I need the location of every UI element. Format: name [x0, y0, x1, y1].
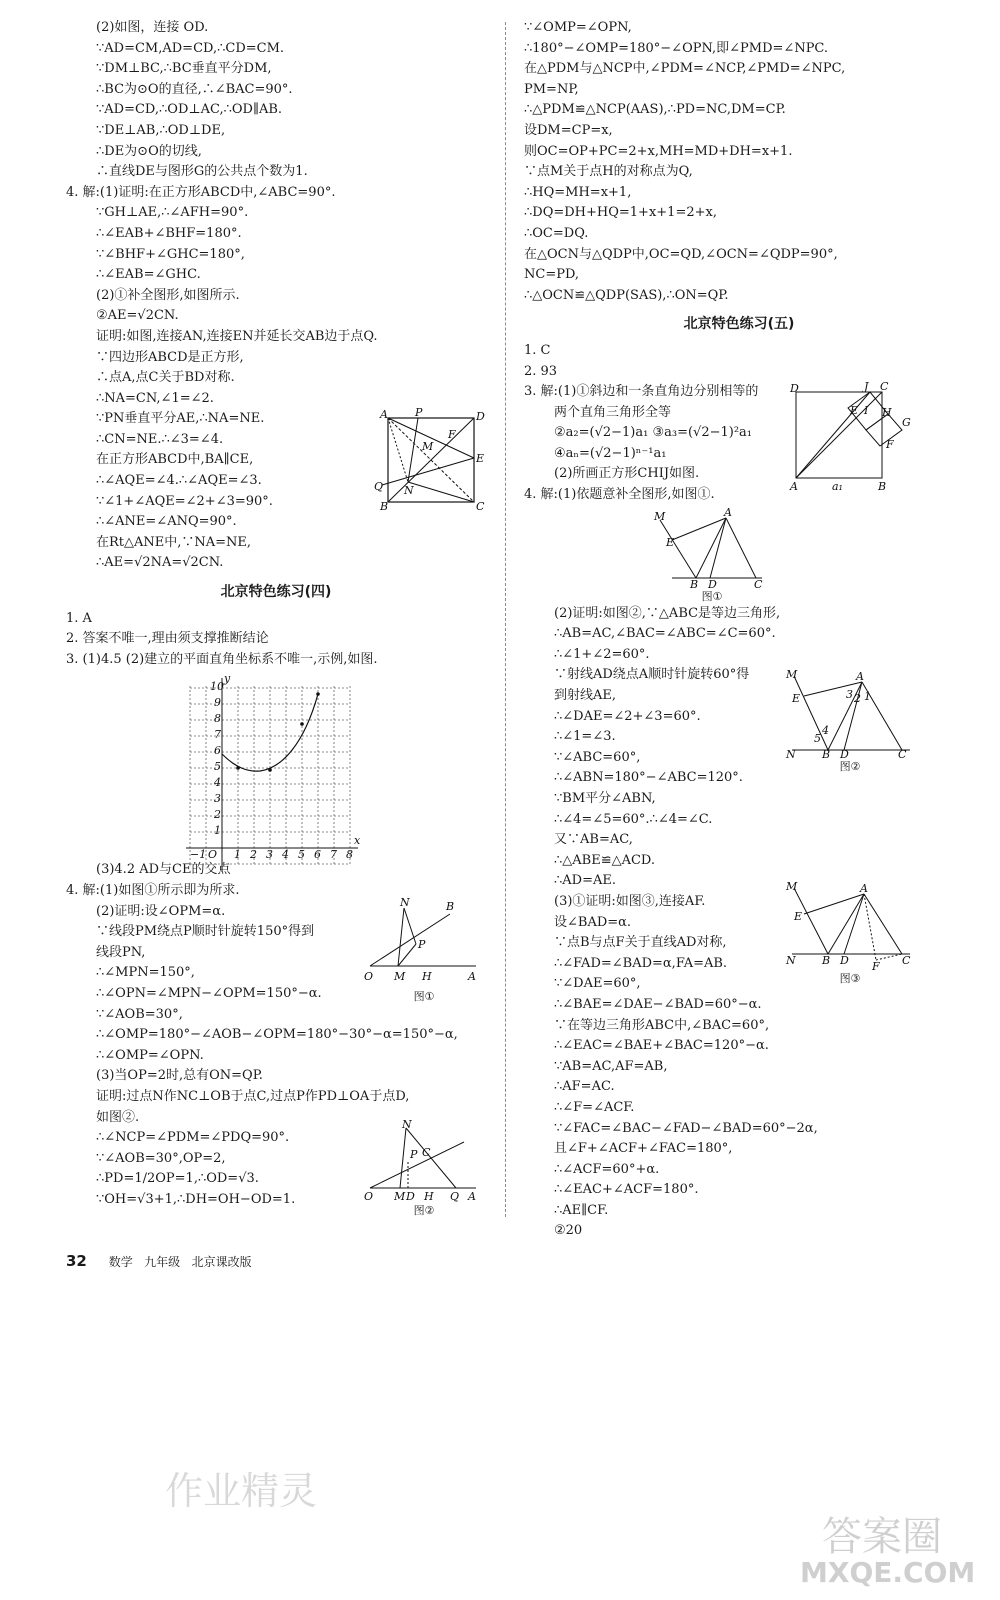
- svg-text:M: M: [394, 970, 406, 983]
- text-line: 又∵AB=AC,: [554, 832, 633, 848]
- text-line: (2)证明:如图②,∵△ABC是等边三角形,: [554, 605, 781, 621]
- text-line: ∴CN=NE.∴∠3=∠4.: [96, 431, 224, 447]
- svg-text:7: 7: [330, 848, 337, 861]
- svg-text:8: 8: [346, 848, 353, 861]
- svg-text:8: 8: [214, 712, 221, 725]
- svg-text:N: N: [404, 484, 414, 497]
- column-divider: [505, 22, 506, 1217]
- svg-text:A: A: [860, 882, 868, 895]
- text-line: ∵AD=CM,AD=CD,∴CD=CM.: [96, 40, 285, 56]
- svg-text:2: 2: [214, 808, 221, 821]
- text-line: 1. A: [66, 610, 92, 626]
- text-line: ∴OC=DQ.: [524, 225, 589, 241]
- svg-text:3: 3: [266, 848, 273, 861]
- page-number: 32: [66, 1252, 87, 1270]
- text-line: (3)4.2 AD与CE的交点: [96, 862, 231, 878]
- svg-text:N: N: [400, 896, 410, 909]
- text-line: ∴∠1+∠2=60°.: [554, 646, 650, 662]
- svg-text:D: D: [840, 748, 849, 761]
- svg-text:4: 4: [214, 776, 221, 789]
- text-line: ∵BM平分∠ABN,: [554, 791, 656, 806]
- text-line: ∴∠OMP=180°−∠AOB−∠OPM=180°−30°−α=150°−α,: [96, 1027, 458, 1043]
- svg-text:4: 4: [822, 724, 829, 737]
- text-line: ∴△OCN≌△QDP(SAS),∴ON=QP.: [524, 287, 729, 303]
- svg-text:C: C: [898, 748, 907, 761]
- svg-text:N: N: [786, 748, 796, 761]
- text-line: ∴∠4=∠5=60°.∴∠4=∠C.: [554, 811, 713, 827]
- caption-left-fig1: 图①: [413, 990, 435, 1003]
- caption-left-fig2: 图②: [413, 1204, 435, 1217]
- section-title-5: 北京特色练习(五): [683, 316, 795, 333]
- text-line: ∴AB=AC,∠BAC=∠ABC=∠C=60°.: [554, 626, 776, 642]
- watermark-left: 作业精灵: [165, 1469, 318, 1513]
- text-line: ∴BC为⊙O的直径,∴∠BAC=90°.: [96, 81, 293, 97]
- text-line: ∵∠ABC=60°,: [554, 749, 641, 765]
- text-line: ∴直线DE与图形G的公共点个数为1.: [96, 164, 308, 180]
- coordinate-graph-figure: [186, 672, 366, 876]
- text-line: ∴∠DAE=∠2+∠3=60°.: [554, 708, 701, 724]
- right-block-1: [524, 18, 954, 306]
- svg-text:O: O: [208, 848, 218, 861]
- text-line: 4. 解:(1)证明:在正方形ABCD中,∠ABC=90°.: [66, 184, 336, 200]
- svg-text:2: 2: [250, 848, 257, 861]
- svg-text:D: D: [476, 410, 485, 423]
- svg-text:B: B: [822, 748, 831, 761]
- text-line: 在正方形ABCD中,BA∥CE,: [96, 452, 254, 468]
- text-line: ∵射线AD绕点A顺时针旋转60°得: [554, 667, 750, 683]
- text-line: 在Rt△ANE中,∵NA=NE,: [96, 534, 252, 550]
- svg-text:3: 3: [846, 688, 853, 701]
- angle-figure-2: [364, 1118, 484, 1218]
- text-line: ∵∠FAC=∠BAC−∠FAD−∠BAD=60°−2α,: [554, 1120, 818, 1136]
- right-column: [524, 18, 954, 1242]
- svg-text:E: E: [850, 404, 859, 417]
- text-line: ∵DM⊥BC,∴BC垂直平分DM,: [96, 61, 272, 77]
- text-line: ∵∠1+∠AQE=∠2+∠3=90°.: [96, 493, 273, 509]
- text-line: ②20: [554, 1223, 583, 1239]
- text-line: ∵AB=AC,AF=AB,: [554, 1058, 668, 1074]
- svg-text:G: G: [902, 416, 911, 429]
- text-line: ∴∠MPN=150°,: [96, 965, 195, 981]
- footer-grade: 九年级: [144, 1255, 181, 1269]
- svg-text:I: I: [864, 404, 869, 417]
- svg-text:2: 2: [854, 692, 861, 705]
- text-line: ∵GH⊥AE,∴∠AFH=90°.: [96, 205, 249, 221]
- svg-text:6: 6: [214, 744, 221, 757]
- text-line: ∵∠AOB=30°,OP=2,: [96, 1150, 226, 1166]
- svg-text:E: E: [666, 536, 675, 549]
- svg-text:5: 5: [814, 732, 821, 745]
- svg-text:1: 1: [234, 848, 241, 861]
- text-line: 到射线AE,: [554, 688, 617, 704]
- text-line: 1. C: [524, 342, 551, 358]
- text-line: (2)如图，连接 OD.: [96, 20, 209, 35]
- text-line: ∴AE=√2NA=√2CN.: [96, 555, 224, 571]
- text-line: 线段PN,: [96, 944, 146, 960]
- svg-text:B: B: [690, 578, 699, 591]
- text-line: ∴NA=CN,∠1=∠2.: [96, 390, 214, 406]
- text-line: ∴∠BAE=∠DAE−∠BAD=60°−α.: [554, 996, 762, 1012]
- triangle-figure-3: [786, 880, 914, 986]
- text-line: (2)所画正方形CHIJ如图.: [554, 466, 700, 482]
- text-line: 设DM=CP=x,: [524, 122, 613, 138]
- text-line: ∵四边形ABCD是正方形,: [96, 349, 244, 365]
- svg-text:P: P: [410, 1148, 418, 1161]
- svg-text:P: P: [415, 406, 423, 419]
- svg-text:C: C: [902, 954, 911, 967]
- left-block-2: [66, 609, 486, 671]
- svg-text:M: M: [422, 440, 434, 453]
- svg-text:1: 1: [214, 824, 221, 837]
- text-line: ②AE=√2CN.: [96, 308, 179, 324]
- svg-text:J: J: [864, 380, 869, 393]
- svg-text:H: H: [422, 970, 432, 983]
- text-line: ②a₂=(√2−1)a₁ ③a₃=(√2−1)²a₁: [554, 425, 753, 441]
- text-line: 3. (1)4.5 (2)建立的平面直角坐标系不唯一,示例,如图.: [66, 651, 378, 667]
- svg-text:A: A: [468, 970, 476, 983]
- svg-text:M: M: [654, 510, 666, 523]
- text-line: ∴AF=AC.: [554, 1079, 615, 1095]
- text-line: ∵∠AOB=30°,: [96, 1006, 183, 1022]
- angle-figure-1: [364, 896, 484, 1004]
- svg-text:7: 7: [214, 728, 221, 741]
- text-line: 在△OCN与△QDP中,OC=QD,∠OCN=∠QDP=90°,: [524, 246, 838, 262]
- text-line: 如图②.: [96, 1109, 140, 1125]
- text-line: 则OC=OP+PC=2+x,MH=MD+DH=x+1.: [524, 143, 793, 159]
- text-line: ∴DQ=DH+HQ=1+x+1=2+x,: [524, 205, 717, 221]
- svg-text:D: D: [790, 382, 799, 395]
- text-line: ∴∠ANE=∠ANQ=90°.: [96, 514, 237, 530]
- text-line: ∴AE∥CF.: [554, 1202, 609, 1218]
- text-line: 证明:如图,连接AN,连接EN并延长交AB边于点Q.: [96, 328, 378, 344]
- svg-text:H: H: [882, 406, 892, 419]
- svg-text:3: 3: [214, 792, 221, 805]
- text-line: (3)当OP=2时,总有ON=QP.: [96, 1068, 263, 1084]
- svg-text:F: F: [872, 960, 880, 973]
- text-line: ④aₙ=(√2−1)ⁿ⁻¹a₁: [554, 445, 667, 461]
- svg-text:B: B: [878, 480, 887, 493]
- svg-text:P: P: [418, 938, 426, 951]
- svg-text:C: C: [754, 578, 763, 591]
- svg-text:a₁: a₁: [832, 480, 843, 493]
- text-line: 3. 解:(1)①斜边和一条直角边分别相等的: [524, 384, 759, 400]
- svg-text:M: M: [394, 1190, 406, 1203]
- text-line: ∵PN垂直平分AE,∴NA=NE.: [96, 411, 265, 427]
- text-line: ∵∠OMP=∠OPN,: [524, 20, 632, 35]
- text-line: 4. 解:(1)依题意补全图形,如图①.: [524, 487, 715, 503]
- svg-text:6: 6: [314, 848, 321, 861]
- svg-text:E: E: [794, 910, 803, 923]
- square-construction-figure: [374, 406, 488, 513]
- left-column: [66, 18, 486, 1211]
- svg-text:F: F: [886, 438, 894, 451]
- text-line: ∴HQ=MH=x+1,: [524, 184, 632, 200]
- text-line: PM=NP,: [524, 81, 579, 97]
- page-footer: [66, 1252, 252, 1270]
- footer-subject: 数学: [108, 1255, 133, 1269]
- svg-text:E: E: [792, 692, 801, 705]
- text-line: ∴∠AQE=∠4.∴∠AQE=∠3.: [96, 473, 262, 489]
- watermark-right-bottom: MXQE.COM: [800, 1556, 976, 1589]
- svg-text:O: O: [364, 1190, 374, 1203]
- svg-text:A: A: [724, 506, 732, 519]
- text-line: 4. 解:(1)如图①所示即为所求.: [66, 883, 240, 898]
- text-line: (2)①补全图形,如图所示.: [96, 287, 240, 303]
- text-line: ∵在等边三角形ABC中,∠BAC=60°,: [554, 1017, 770, 1033]
- text-line: ∴∠EAB=∠GHC.: [96, 267, 201, 283]
- text-line: ∵线段PM绕点P顺时针旋转150°得到: [96, 924, 315, 940]
- text-line: ∵∠DAE=60°,: [554, 976, 641, 992]
- text-line: ∴∠OPN=∠MPN−∠OPM=150°−α.: [96, 985, 322, 1001]
- text-line: ∴DE为⊙O的切线,: [96, 143, 202, 159]
- text-line: ∴∠NCP=∠PDM=∠PDQ=90°.: [96, 1130, 290, 1146]
- svg-text:B: B: [380, 500, 389, 513]
- svg-text:C: C: [880, 380, 889, 393]
- svg-text:M: M: [786, 668, 798, 681]
- svg-text:4: 4: [282, 848, 289, 861]
- section-title-4: 北京特色练习(四): [220, 584, 332, 601]
- text-line: 证明:过点N作NC⊥OB于点C,过点P作PD⊥OA于点D,: [96, 1088, 410, 1104]
- svg-text:B: B: [822, 954, 831, 967]
- text-line: 在△PDM与△NCP中,∠PDM=∠NCP,∠PMD=∠NPC,: [524, 61, 846, 77]
- text-line: (2)证明:设∠OPM=α.: [96, 903, 226, 919]
- caption-right-fig1: 图①: [701, 590, 723, 603]
- text-line: ∴∠EAC+∠ACF=180°.: [554, 1182, 699, 1198]
- text-line: ∴△ABE≌△ACD.: [554, 852, 656, 868]
- svg-text:10: 10: [210, 680, 224, 693]
- text-line: ∴∠EAB+∠BHF=180°.: [96, 225, 242, 241]
- triangle-figure-1: [652, 506, 772, 604]
- svg-text:D: D: [840, 954, 849, 967]
- text-line: ∴PD=1/2OP=1,∴OD=√3.: [96, 1171, 259, 1187]
- nested-square-figure: [790, 380, 920, 496]
- text-line: ∵DE⊥AB,∴OD⊥DE,: [96, 122, 226, 138]
- svg-text:H: H: [424, 1190, 434, 1203]
- text-line: ∵点M关于点H的对称点为Q,: [524, 164, 693, 180]
- text-line: ∴180°−∠OMP=180°−∠OPN,即∠PMD=∠NPC.: [524, 40, 829, 56]
- svg-text:F: F: [448, 428, 456, 441]
- svg-text:y: y: [224, 672, 231, 685]
- text-line: ∵OH=√3+1,∴DH=OH−OD=1.: [96, 1191, 296, 1207]
- text-line: ∵∠BHF+∠GHC=180°,: [96, 246, 245, 262]
- svg-text:C: C: [476, 500, 485, 513]
- text-line: ∵AD=CD,∴OD⊥AC,∴OD∥AB.: [96, 102, 283, 118]
- text-line: (3)①证明:如图③,连接AF.: [554, 893, 706, 909]
- svg-text:C: C: [422, 1146, 431, 1159]
- text-line: ∴∠ABN=180°−∠ABC=120°.: [554, 770, 743, 786]
- svg-text:M: M: [786, 880, 798, 893]
- svg-text:Q: Q: [374, 480, 384, 493]
- svg-text:5: 5: [298, 848, 305, 861]
- svg-text:B: B: [446, 900, 455, 913]
- caption-right-fig3: 图③: [839, 972, 861, 985]
- text-line: ∴AD=AE.: [554, 873, 616, 889]
- text-line: ∴∠ACF=60°+α.: [554, 1161, 660, 1177]
- svg-text:A: A: [790, 480, 798, 493]
- text-line: ∵点B与点F关于直线AD对称,: [554, 935, 727, 951]
- svg-text:D: D: [708, 578, 717, 591]
- text-line: 两个直角三角形全等: [554, 404, 672, 420]
- text-line: ∴∠FAD=∠BAD=α,FA=AB.: [554, 955, 728, 971]
- triangle-figure-2: [786, 668, 914, 774]
- text-line: ∴△PDM≌△NCP(AAS),∴PD=NC,DM=CP.: [524, 102, 786, 118]
- text-line: ∴∠F=∠ACF.: [554, 1099, 635, 1115]
- svg-text:A: A: [468, 1190, 476, 1203]
- text-line: 2. 答案不唯一,理由须支撑推断结论: [66, 631, 269, 647]
- text-line: 设∠BAD=α.: [554, 914, 632, 930]
- svg-text:5: 5: [214, 760, 221, 773]
- svg-text:9: 9: [214, 696, 221, 709]
- svg-text:A: A: [856, 670, 864, 683]
- caption-right-fig2: 图②: [839, 760, 861, 773]
- watermark-right-top: 答案圈: [822, 1514, 942, 1560]
- text-line: ∴∠OMP=∠OPN.: [96, 1047, 204, 1063]
- footer-edition: 北京课改版: [191, 1255, 252, 1269]
- svg-text:−1: −1: [190, 848, 207, 861]
- text-line: NC=PD,: [524, 267, 580, 283]
- svg-text:E: E: [476, 452, 485, 465]
- svg-text:A: A: [380, 408, 388, 421]
- text-line: ∴点A,点C关于BD对称.: [96, 370, 235, 386]
- svg-text:O: O: [364, 970, 374, 983]
- svg-text:x: x: [354, 834, 361, 847]
- svg-text:D: D: [406, 1190, 415, 1203]
- svg-text:N: N: [786, 954, 796, 967]
- svg-text:1: 1: [864, 690, 871, 703]
- text-line: ∴∠1=∠3.: [554, 729, 616, 745]
- svg-text:N: N: [402, 1118, 412, 1131]
- svg-text:Q: Q: [450, 1190, 460, 1203]
- text-line: ∴∠EAC=∠BAE+∠BAC=120°−α.: [554, 1038, 769, 1054]
- text-line: 2. 93: [524, 363, 558, 379]
- text-line: 且∠F+∠ACF+∠FAC=180°,: [554, 1141, 733, 1157]
